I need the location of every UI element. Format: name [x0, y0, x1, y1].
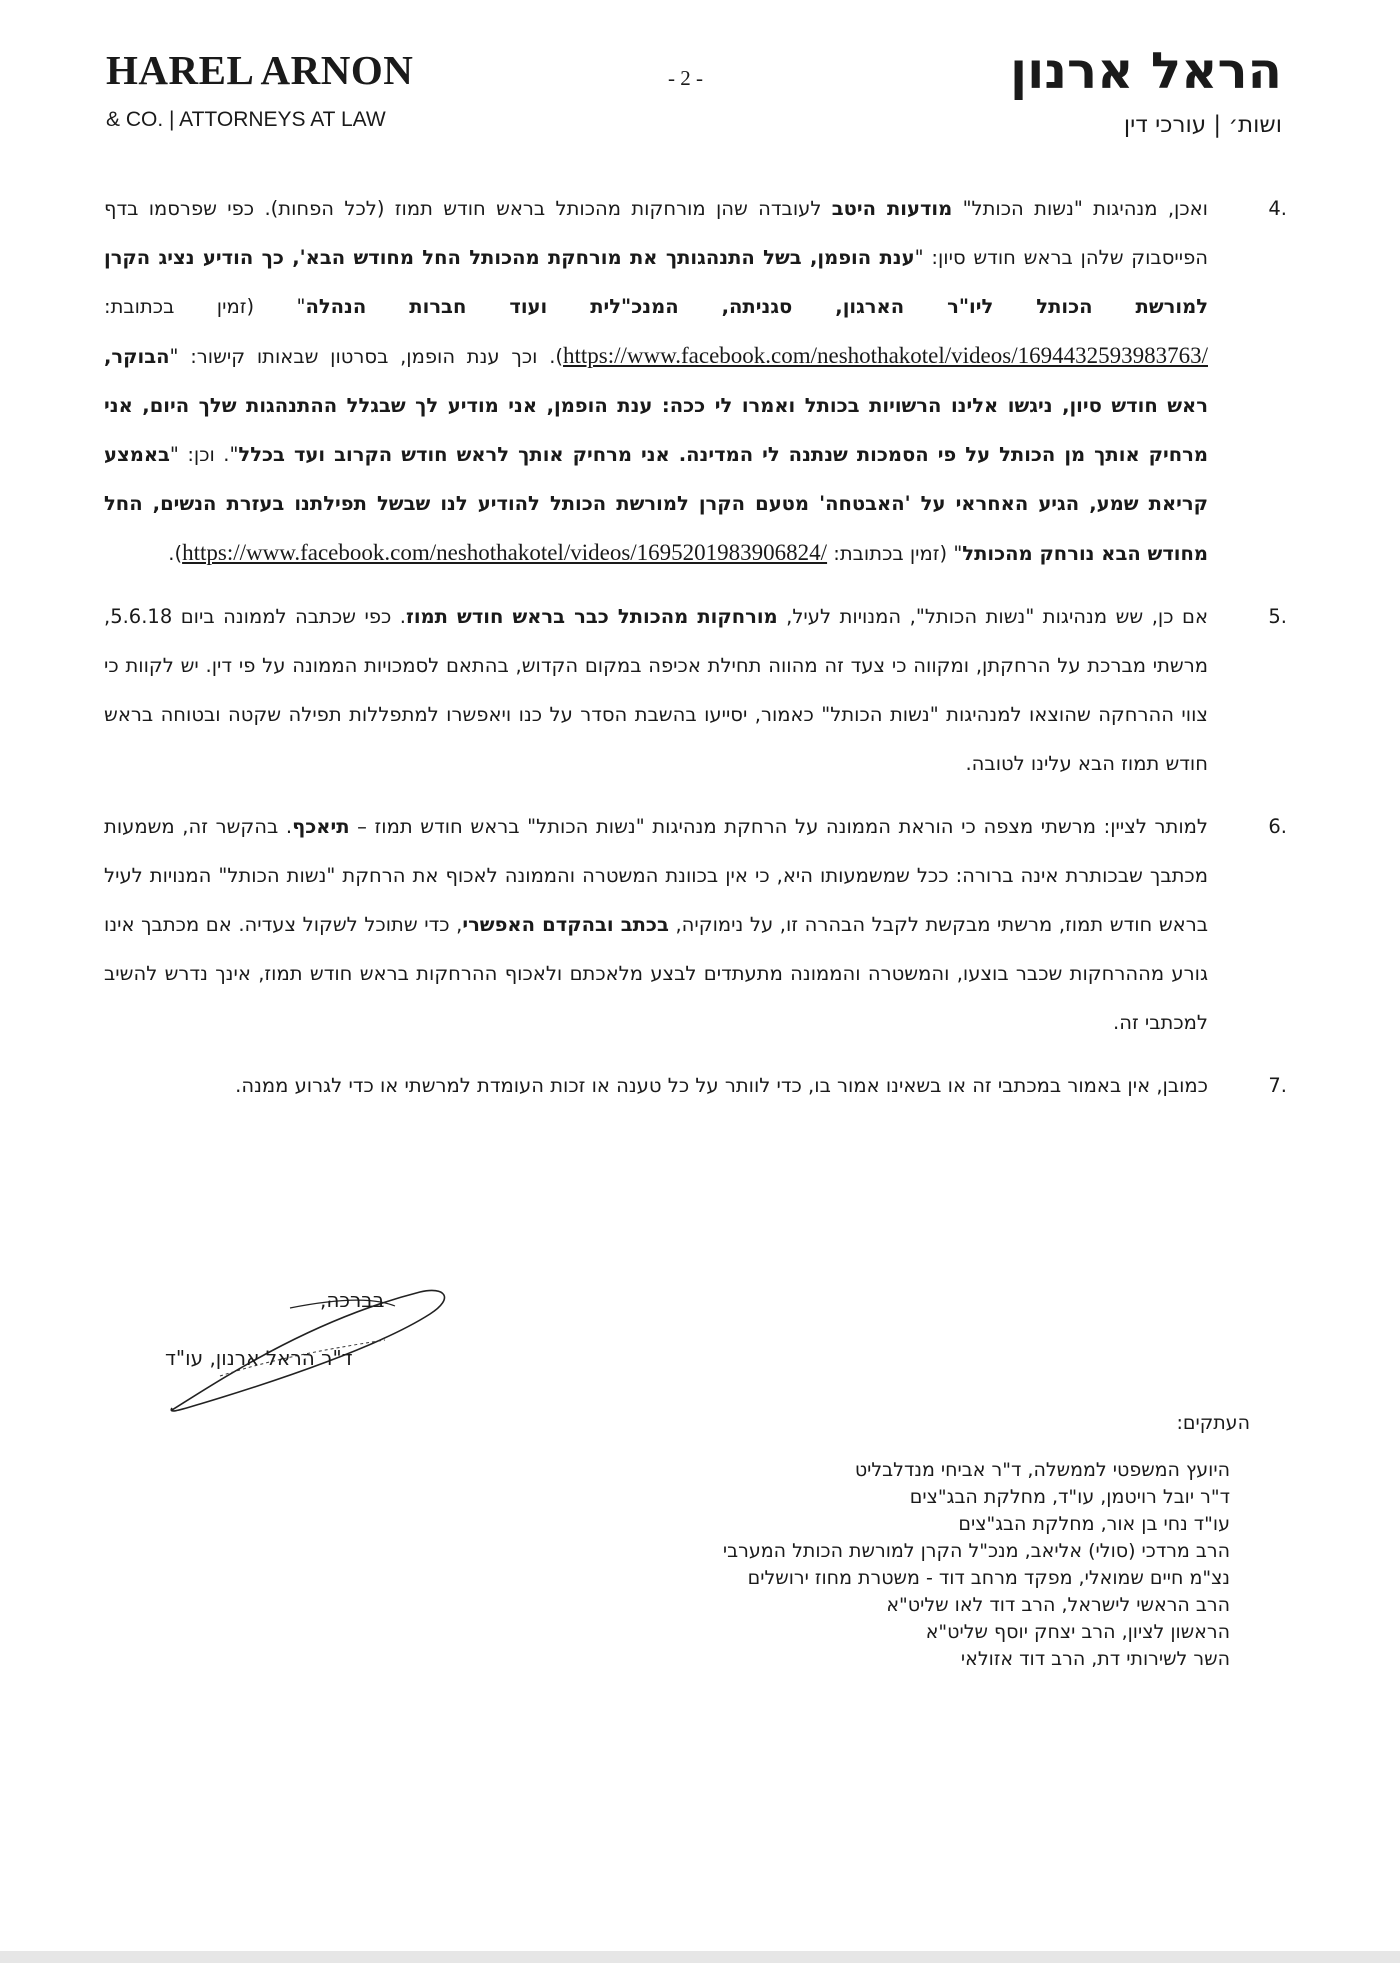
text-run: ואכן, מנהיגות "נשות הכותל": [952, 197, 1208, 220]
bold-run: באמצע קריאת שמע, הגיע האחראי על 'האבטחה' מטעם הקרן למורשת הכותל להודיע לנו שבשל תפילתנו בעזרת הנשים, החל מחודש הבא נורחק מהכותל: [104, 443, 1208, 565]
firm-name-he: הראל ארנון: [1010, 42, 1282, 100]
list-item: הראשון לציון, הרב יצחק יוסף שליט"א: [925, 1621, 1230, 1643]
list-item: הרב הראשי לישראל, הרב דוד לאו שליט"א: [886, 1594, 1230, 1616]
bold-run: הבוקר, ראש חודש סיון, ניגשו אלינו הרשויות בכותל ואמרו לי ככה: ענת הופמן, אני מודיע לך שבגלל ההתנהגות שלך היום, אני מרחיק אותך מן הכותל על פי הסמכות שנתנה לי המדינה. אני מרחיק אותך לראש חודש הקרוב ועד בכלל: [104, 345, 1208, 466]
letter-body: [104, 184, 1287, 1110]
closing-regards: בברכה,: [320, 1288, 385, 1312]
paragraph-text: [104, 184, 1208, 578]
text-run: . בהקשר זה, משמעות מכתבך שבכותרת אינה ברורה: ככל שמשמעותו היא, כי אין בכוונת המשטרה והממונה לאכוף את הרחקת "נשות הכותל" המנויות לעיל בראש חודש תמוז, מרשתי מבקשת לקבל הבהרה זו, על נימוקיה,: [104, 815, 1208, 936]
letterhead-hebrew: [1010, 42, 1282, 138]
paragraph-text: [104, 802, 1208, 1047]
facebook-link-1[interactable]: https://www.facebook.com/neshothakotel/videos/1694432593983763/: [563, 343, 1208, 368]
paragraph-number: .4: [1268, 197, 1287, 220]
paragraph-text: [104, 592, 1208, 788]
copies-recipients: [550, 1457, 1230, 1673]
firm-subtitle-he: ושות׳ | עורכי דין: [1123, 112, 1282, 138]
list-item: הרב מרדכי (סולי) אליאב, מנכ"ל הקרן למורשת הכותל המערבי: [722, 1540, 1230, 1562]
bold-run: בכתב ובהקדם האפשרי: [462, 913, 669, 936]
bold-run: מודעות היטב: [831, 197, 953, 220]
letterhead-english: [106, 46, 413, 132]
paragraph-4: [104, 184, 1287, 578]
text-run: " (זמין בכתובת:: [104, 295, 306, 318]
text-run: ). וכך ענת הופמן, בסרטון שבאותו קישור: ": [169, 345, 564, 368]
list-item: ד"ר יובל רויטמן, עו"ד, מחלקת הבג"צים: [909, 1486, 1230, 1508]
list-item: נצ"מ חיים שמואלי, מפקד מרחב דוד - משטרת מחוז ירושלים: [747, 1567, 1230, 1589]
copies-title: העתקים:: [1176, 1412, 1250, 1434]
text-run: אם כן, שש מנהיגות "נשות הכותל", המנויות לעיל,: [777, 605, 1208, 628]
text-run: ". וכן: ": [169, 443, 239, 466]
text-run: למותר לציין: מרשתי מצפה כי הוראת הממונה על הרחקת מנהיגות "נשות הכותל" בראש חודש תמוז –: [349, 815, 1208, 838]
firm-name-en: HAREL ARNON: [106, 47, 414, 93]
list-item: עו"ד נחי בן אור, מחלקת הבג"צים: [958, 1513, 1230, 1535]
paragraph-text: כמובן, אין באמור במכתבי זה או בשאינו אמור בו, כדי לוותר על כל טענה או זכות העומדת למרשתי או כדי לגרוע ממנה.: [235, 1074, 1208, 1097]
text-run: . כפי שכתבה לממונה ביום 5.6.18, מרשתי מברכת על הרחקתן, ומקווה כי צעד זה מהווה תחילת אכיפה במקום הקדוש, בהתאם לסמכויות הממונה על פי דין. יש לקוות כי צווי ההרחקה שהוצאו למנהיגות "נשות הכותל" כאמור, יסייעו בהשבת הסדר על כנו ויאפשרו למתפללות תפילה שקטה ובטוחה בראש חודש תמוז הבא עלינו לטובה.: [104, 605, 1208, 775]
signature-block: [160, 1280, 460, 1420]
bold-run: מורחקות מהכותל כבר בראש חודש תמוז: [406, 605, 778, 628]
copies-list: [550, 1410, 1250, 1673]
firm-subtitle-en: & CO. | ATTORNEYS AT LAW: [106, 108, 386, 131]
text-run: " (זמין בכתובת:: [827, 542, 963, 565]
facebook-link-2[interactable]: https://www.facebook.com/neshothakotel/videos/1695201983906824/: [182, 540, 828, 565]
page-number: - 2 -: [668, 66, 703, 90]
text-run: לעובדה שהן מורחקות מהכותל בראש חודש תמוז (לכל הפחות). כפי שפרסמו בדף הפייסבוק שלהן בראש חודש סיון: ": [104, 197, 1209, 269]
text-run: , כדי שתוכל לשקול צעדיה. אם מכתבך אינו גורע מההרחקות שכבר בוצעו, והמשטרה והממונה מתעתדים לבצע מלאכתם ולאכוף ההרחקות בראש חודש תמוז, אינך נדרש להשיב למכתבי זה.: [104, 913, 1208, 1034]
paragraph-6: [104, 802, 1287, 1047]
bold-run: תיאכף: [292, 815, 350, 838]
paragraph-number: .7: [1268, 1074, 1287, 1097]
bold-run: ענת הופמן, בשל התנהגותך את מורחקת מהכותל החל מחודש הבא', כך הודיע נציג הקרן למורשת הכותל ליו"ר הארגון, סגניתה, המנכ"לית ועוד חברות הנהלה: [104, 246, 1208, 318]
scan-bottom-edge: [0, 1951, 1400, 1963]
list-item: היועץ המשפטי לממשלה, ד"ר אביחי מנדלבליט: [854, 1459, 1230, 1481]
paragraph-7: [104, 1061, 1287, 1110]
list-item: השר לשירותי דת, הרב דוד אזולאי: [960, 1648, 1230, 1670]
signer-name: ד"ר הראל ארנון, עו"ד: [165, 1346, 353, 1370]
text-run: ).: [168, 542, 183, 565]
paragraph-number: .6: [1268, 815, 1287, 838]
paragraph-number: .5: [1268, 605, 1287, 628]
paragraph-5: [104, 592, 1287, 788]
